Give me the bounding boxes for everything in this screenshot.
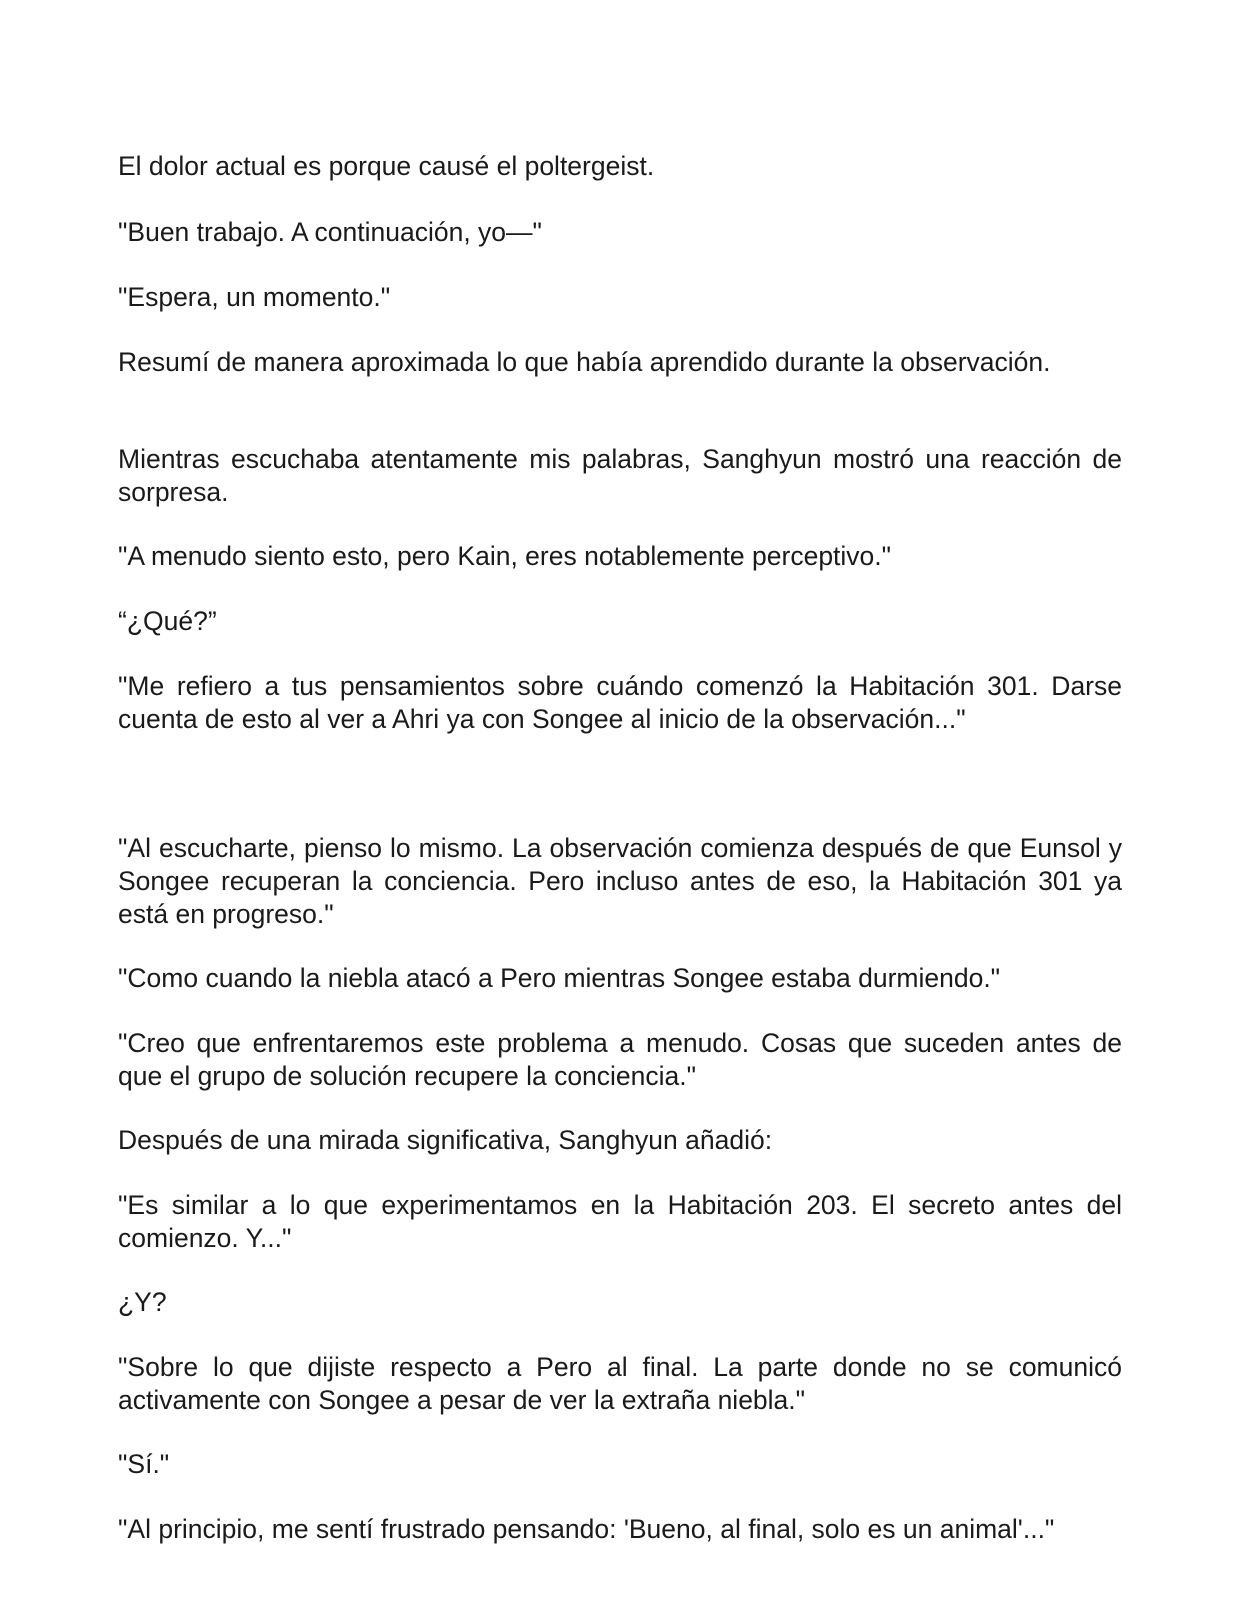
paragraph: "Sí." (118, 1449, 170, 1479)
paragraph: El dolor actual es porque causé el poltergeist. (118, 151, 655, 181)
paragraph: Después de una mirada significativa, Sanghyun añadió: (118, 1125, 773, 1155)
paragraph: “¿Qué?” (118, 606, 217, 636)
paragraph: Resumí de manera aproximada lo que había aprendido durante la observación. (118, 347, 1051, 377)
paragraph: Mientras escuchaba atentamente mis palabras, Sanghyun mostró una reacción de sorpresa. (118, 444, 1122, 507)
paragraph: "Al principio, me sentí frustrado pensando: 'Bueno, al final, solo es un animal'..." (118, 1514, 1055, 1544)
paragraph: "Al escucharte, pienso lo mismo. La observación comienza después de que Eunsol y Songee recuperan la conciencia. Pero incluso antes de eso, la Habitación 301 ya está en progreso." (118, 833, 1122, 929)
paragraph: ¿Y? (118, 1287, 167, 1317)
paragraph: "Sobre lo que dijiste respecto a Pero al final. La parte donde no se comunicó activamente con Songee a pesar de ver la extraña niebla." (118, 1352, 1122, 1415)
paragraph: "Espera, un momento." (118, 282, 391, 312)
paragraph: "Es similar a lo que experimentamos en la Habitación 203. El secreto antes del comienzo. Y..." (118, 1190, 1122, 1253)
paragraph: "Me refiero a tus pensamientos sobre cuándo comenzó la Habitación 301. Darse cuenta de esto al ver a Ahri ya con Songee al inicio de la observación..." (118, 671, 1122, 734)
paragraph: "Buen trabajo. A continuación, yo—" (118, 217, 542, 247)
paragraph: "A menudo siento esto, pero Kain, eres notablemente perceptivo." (118, 541, 892, 571)
paragraph: "Creo que enfrentaremos este problema a menudo. Cosas que suceden antes de que el grupo de solución recupere la conciencia." (118, 1028, 1122, 1091)
paragraph: "Como cuando la niebla atacó a Pero mientras Songee estaba durmiendo." (118, 963, 1001, 993)
